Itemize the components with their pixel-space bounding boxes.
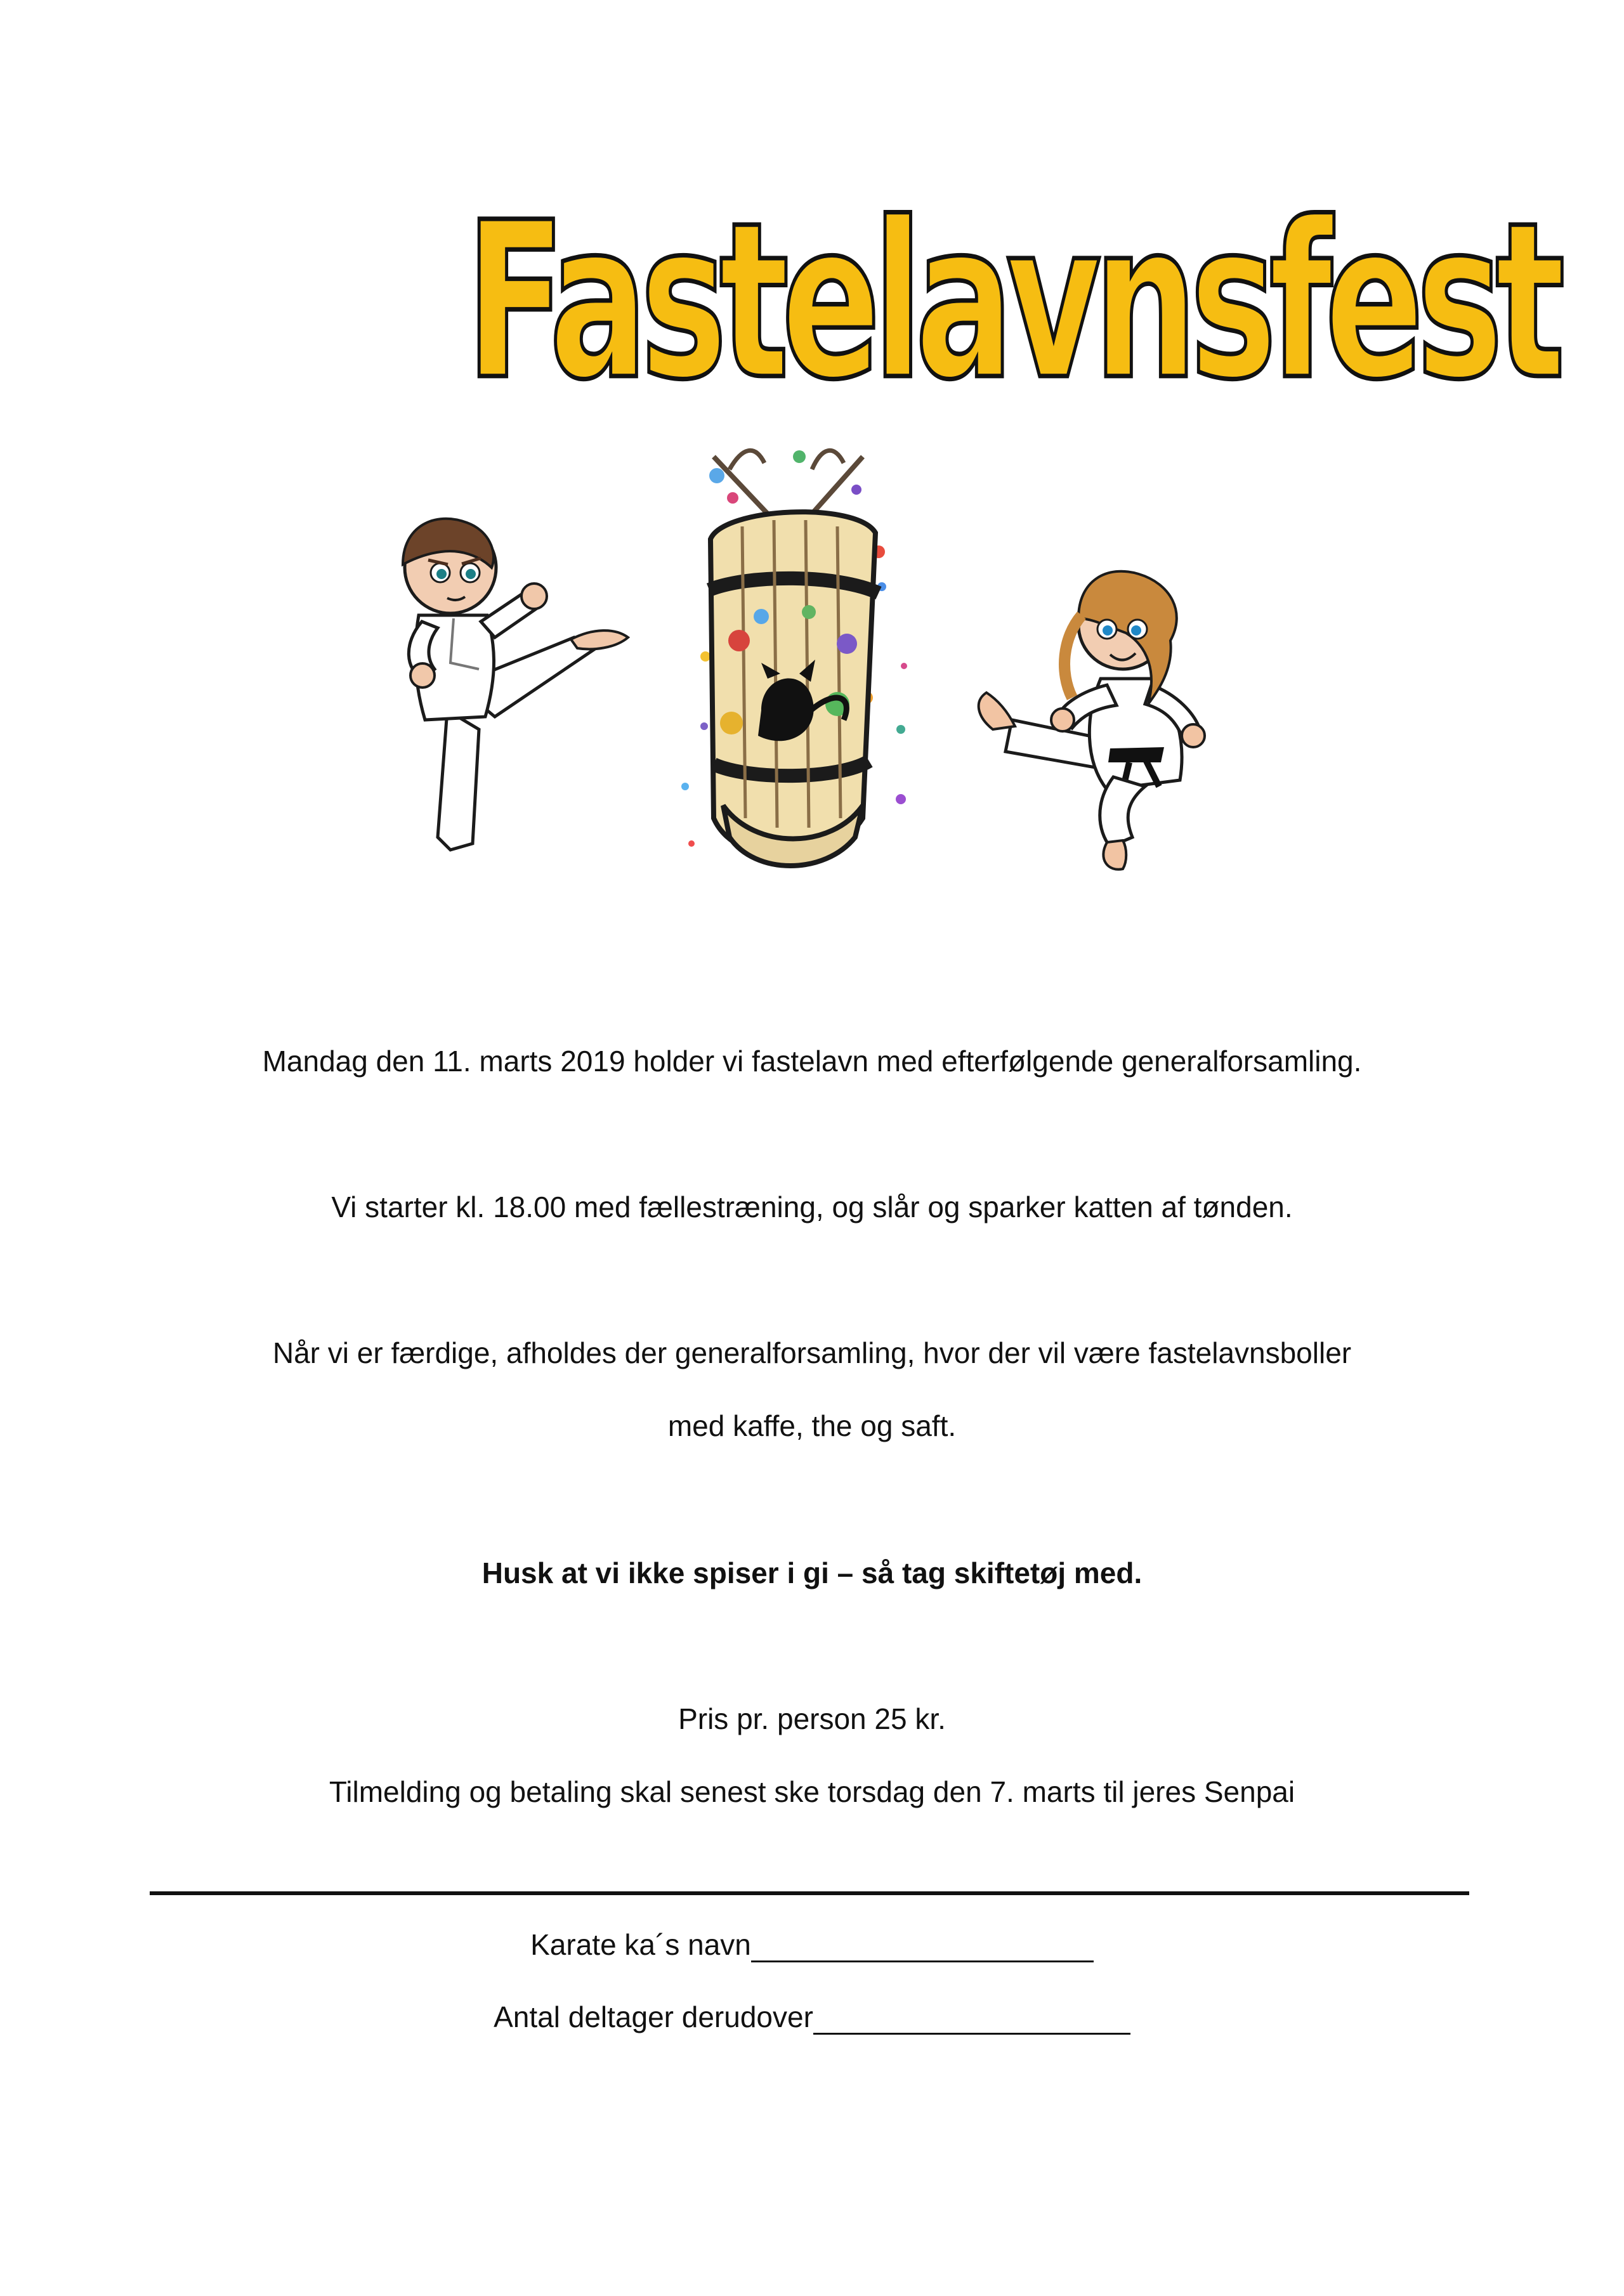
- deadline-paragraph: Tilmelding og betaling skal senest ske torsdag den 7. marts til jeres Senpai: [329, 1775, 1295, 1808]
- signup-name-label: Karate ka´s navn: [530, 1928, 751, 1961]
- price-paragraph: Pris pr. person 25 kr.: [678, 1702, 946, 1735]
- separator-line: [150, 1891, 1469, 1895]
- after-paragraph-line-2: med kaffe, the og saft.: [667, 1409, 957, 1442]
- cat-barrel-illustration: [681, 450, 907, 866]
- karate-boy-illustration: [403, 519, 628, 850]
- signup-participants-field[interactable]: [813, 2005, 1130, 2035]
- reminder-paragraph: Husk at vi ikke spiser i gi – så tag skiftetøj med.: [481, 1556, 1143, 1589]
- signup-name-field[interactable]: [751, 1933, 1094, 1962]
- signup-participants-label: Antal deltager derudover: [494, 2000, 813, 2033]
- page-title: Fastelavnsfest: [466, 176, 1558, 427]
- karate-barrel-illustration: [317, 431, 1307, 939]
- intro-paragraph: Mandag den 11. marts 2019 holder vi fastelavn med efterfølgende generalforsamling.: [262, 1045, 1362, 1078]
- start-paragraph: Vi starter kl. 18.00 med fællestræning, og slår og sparker katten af tønden.: [331, 1190, 1293, 1223]
- signup-participants-row: [0, 1999, 1624, 2035]
- after-paragraph-line-1: Når vi er færdige, afholdes der generalforsamling, hvor der vil være fastelavnsboller: [272, 1336, 1352, 1369]
- signup-name-row: [0, 1927, 1624, 1962]
- karate-girl-illustration: [979, 571, 1205, 870]
